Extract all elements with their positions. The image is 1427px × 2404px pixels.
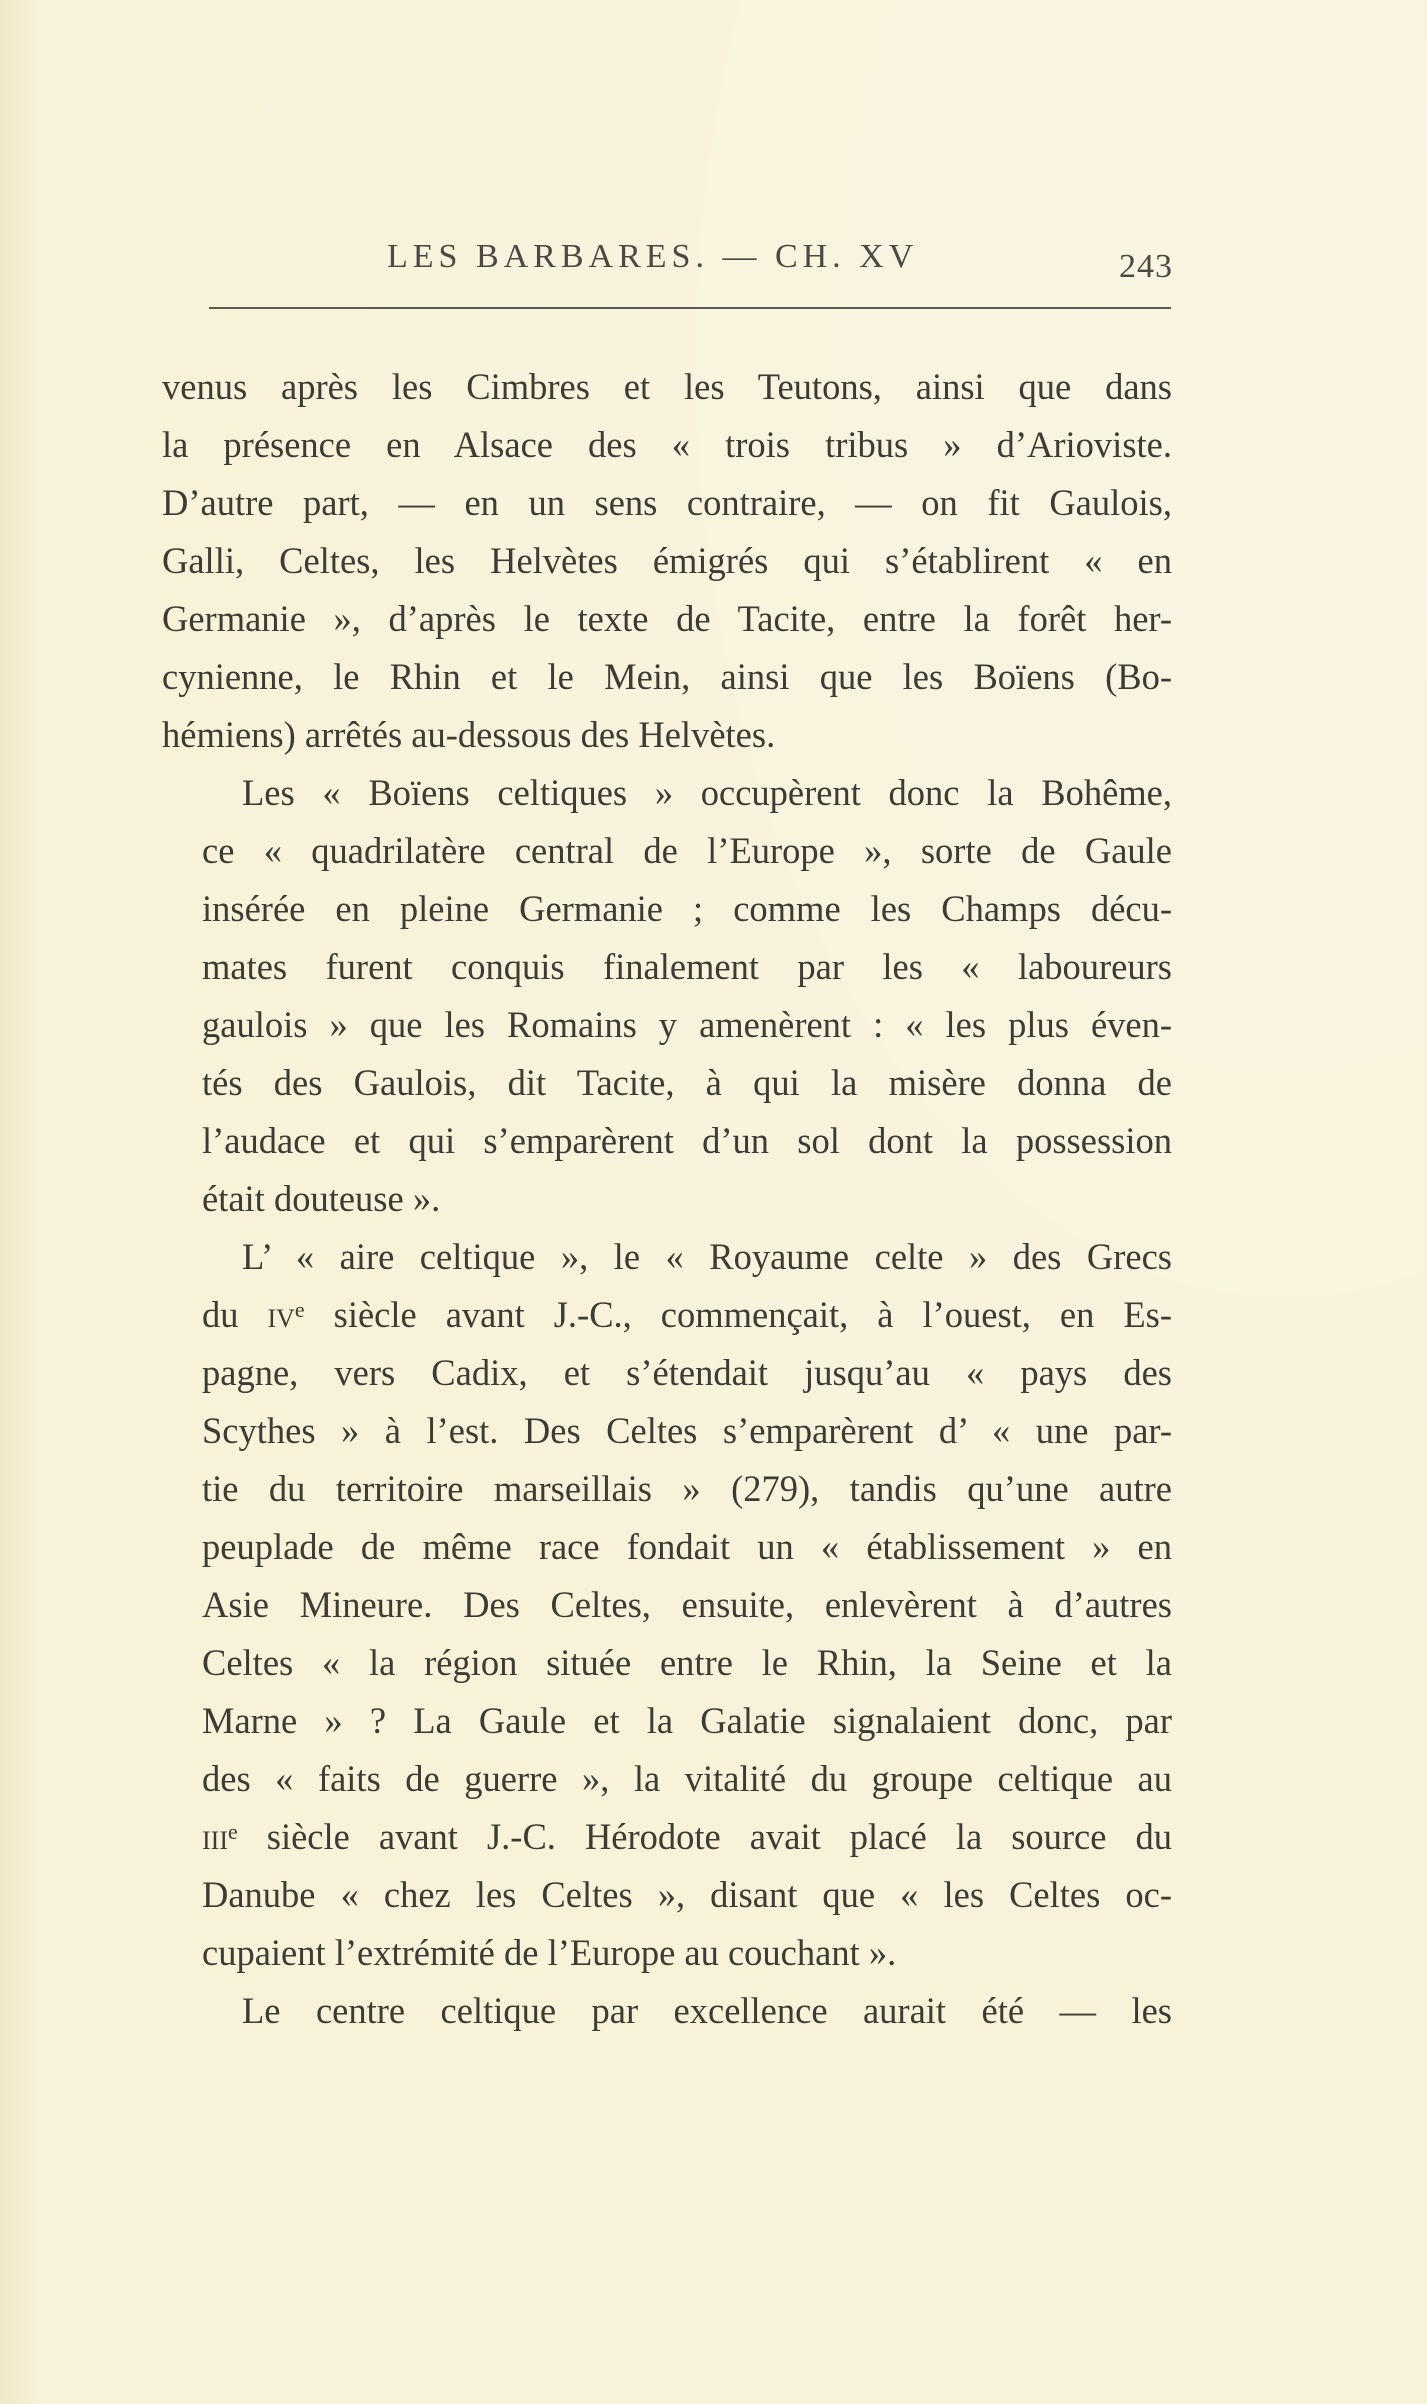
text-line: gaulois » que les Romains y amenèrent : « les plus éven- <box>202 1004 1172 1045</box>
running-title: LES BARBARES. — CH. XV <box>387 238 919 275</box>
text-line: pagne, vers Cadix, et s’étendait jusqu’au « pays des <box>202 1352 1172 1393</box>
text-line: Scythes » à l’est. Des Celtes s’emparèrent d’ « une par- <box>202 1410 1172 1451</box>
text-line: D’autre part, — en un sens contraire, — on fit Gaulois, <box>162 482 1172 523</box>
text-line: hémiens) arrêtés au-dessous des Helvètes. <box>162 714 776 755</box>
paragraph-2 <box>162 764 1172 1228</box>
paragraph-1 <box>162 358 1172 764</box>
text-segment: du <box>202 1294 268 1335</box>
text-line: des « faits de guerre », la vitalité du groupe celtique au <box>202 1758 1172 1799</box>
text-segment: siècle avant J.-C. Hérodote avait placé la source du <box>237 1816 1172 1857</box>
text-line: L’ « aire celtique », le « Royaume celte » des Grecs <box>242 1236 1172 1277</box>
text-segment: siècle avant J.-C., commençait, à l’ouest, en Es- <box>304 1294 1172 1335</box>
text-line: Celtes « la région située entre le Rhin, la Seine et la <box>202 1642 1172 1683</box>
text-line: insérée en pleine Germanie ; comme les Champs décu- <box>202 888 1172 929</box>
text-line: ce « quadrilatère central de l’Europe », sorte de Gaule <box>202 830 1172 871</box>
text-line: Marne » ? La Gaule et la Galatie signalaient donc, par <box>202 1700 1172 1741</box>
text-line: Asie Mineure. Des Celtes, ensuite, enlevèrent à d’autres <box>202 1584 1172 1625</box>
text-line: Galli, Celtes, les Helvètes émigrés qui s’établirent « en <box>162 540 1172 581</box>
text-line: était douteuse ». <box>202 1178 441 1219</box>
paragraph-4 <box>162 1982 1172 2040</box>
text-line <box>162 1286 1172 1344</box>
text-line: cynienne, le Rhin et le Mein, ainsi que les Boïens (Bo- <box>162 656 1172 697</box>
roman-numeral: iv <box>267 1294 295 1335</box>
text-line: Germanie », d’après le texte de Tacite, entre la forêt her- <box>162 598 1172 639</box>
text-line: tés des Gaulois, dit Tacite, à qui la misère donna de <box>202 1062 1172 1103</box>
text-line: Le centre celtique par excellence aurait été — les <box>242 1990 1172 2031</box>
text-line: cupaient l’extrémité de l’Europe au couchant ». <box>202 1932 897 1973</box>
paragraph-3 <box>162 1228 1172 1982</box>
text-line: peuplade de même race fondait un « établissement » en <box>202 1526 1172 1567</box>
page-header <box>387 238 1173 298</box>
text-line: Les « Boïens celtiques » occupèrent donc la Bohême, <box>242 772 1172 813</box>
body-text <box>162 358 1172 2040</box>
text-line: Danube « chez les Celtes », disant que « les Celtes oc- <box>202 1874 1172 1915</box>
text-line: mates furent conquis finalement par les « laboureurs <box>202 946 1172 987</box>
text-line: l’audace et qui s’emparèrent d’un sol dont la possession <box>202 1120 1172 1161</box>
roman-numeral: iii <box>202 1816 228 1857</box>
text-line: venus après les Cimbres et les Teutons, ainsi que dans <box>162 366 1172 407</box>
page-number: 243 <box>1119 248 1173 285</box>
text-line <box>162 1808 1172 1866</box>
header-rule <box>209 307 1171 309</box>
text-line: tie du territoire marseillais » (279), tandis qu’une autre <box>202 1468 1172 1509</box>
text-line: la présence en Alsace des « trois tribus » d’Arioviste. <box>162 424 1172 465</box>
superscript: e <box>294 1297 305 1322</box>
superscript: e <box>227 1819 238 1844</box>
